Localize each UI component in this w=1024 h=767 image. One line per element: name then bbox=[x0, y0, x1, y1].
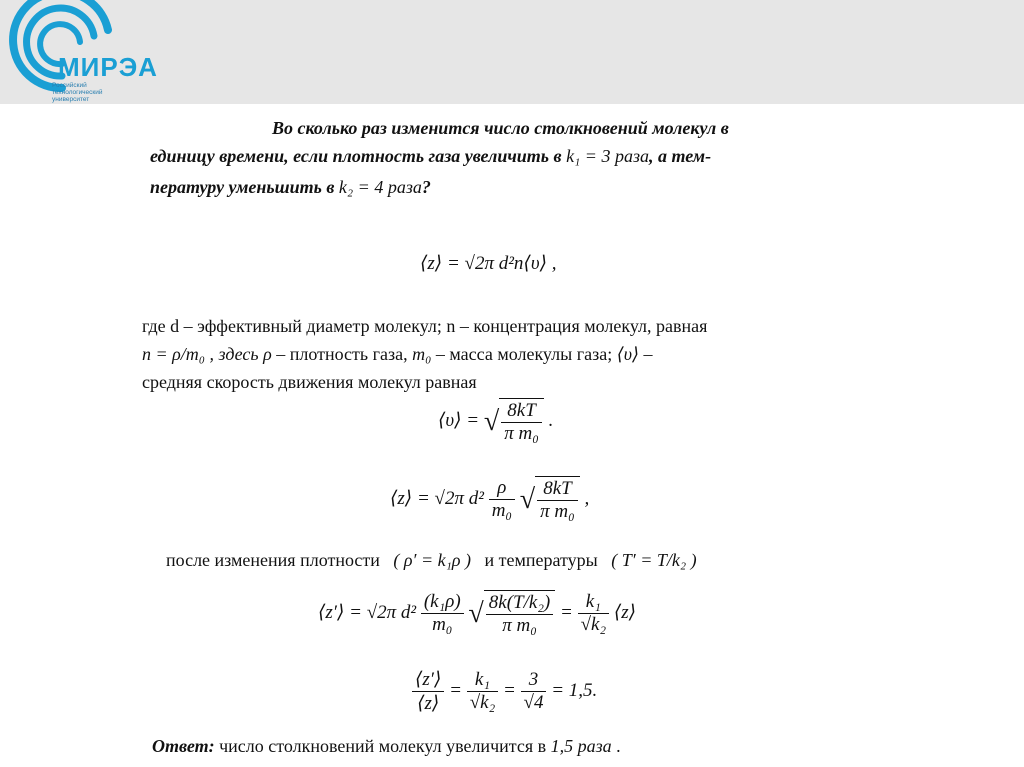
sqrt: √ $\frac{8kT}{\text{π m₀}}$ bbox=[484, 398, 544, 445]
explanation-symbol: ρ bbox=[263, 344, 272, 364]
fraction-numerator: 8k(T/k₂) bbox=[486, 592, 553, 615]
problem-line-2 bbox=[150, 146, 711, 167]
fraction-denominator: π m₀ bbox=[502, 615, 537, 636]
fraction-denominator: m₀ bbox=[491, 500, 513, 521]
problem-text: , а тем- bbox=[648, 146, 712, 166]
fraction bbox=[489, 477, 515, 522]
formula-equals: = bbox=[560, 601, 573, 623]
fraction-numerator: ⟨z′⟩ bbox=[412, 668, 444, 692]
fraction-denominator: √k₂ bbox=[469, 692, 496, 713]
formula-equals: = bbox=[449, 679, 462, 701]
fraction-numerator: k₁ bbox=[467, 669, 498, 692]
problem-k1: k₁ = 3 раза bbox=[566, 146, 649, 166]
fraction-denominator: ⟨z⟩ bbox=[417, 693, 440, 714]
problem-line-3 bbox=[150, 177, 431, 198]
sqrt: √ $\frac{\text{8k(T/k₂)}}{\text{π m₀}}$ bbox=[468, 590, 555, 637]
fraction bbox=[578, 591, 609, 636]
explanation-symbol: m₀ bbox=[412, 344, 432, 364]
logo-subtitle bbox=[52, 82, 142, 103]
problem-text: единицу времени, если плотность газа увеличить в bbox=[150, 146, 562, 166]
explanation-text: – bbox=[639, 344, 653, 364]
explanation-line-3: средняя скорость движения молекул равная bbox=[142, 372, 477, 392]
sqrt: √ $\frac{8kT}{\text{π m₀}}$ bbox=[520, 476, 580, 523]
formula-result: = 1,5. bbox=[551, 679, 598, 701]
logo-title: МИРЭА bbox=[58, 52, 158, 82]
mirea-logo bbox=[0, 0, 170, 110]
fraction-denominator: π m₀ bbox=[504, 423, 539, 444]
answer-end: . bbox=[611, 736, 621, 756]
after-change-line bbox=[166, 550, 697, 571]
logo-subtitle-line: университет bbox=[52, 96, 90, 103]
fraction-numerator: 8kT bbox=[501, 400, 542, 423]
explanation-line-1: где d – эффективный диаметр молекул; n – концентрация молекул, равная bbox=[142, 316, 708, 336]
formula-collision-expanded bbox=[390, 476, 589, 523]
after-change-text: после изменения плотности bbox=[166, 550, 380, 570]
after-change-temperature: ( T′ = T/k₂ ) bbox=[611, 550, 697, 570]
after-change-text: и температуры bbox=[484, 550, 598, 570]
formula-lhs: ⟨υ⟩ = bbox=[438, 409, 480, 431]
fraction-numerator: k₁ bbox=[578, 591, 609, 614]
answer-line bbox=[152, 736, 621, 757]
fraction-denominator: m₀ bbox=[432, 614, 453, 635]
logo-subtitle-line: технологический bbox=[52, 89, 103, 96]
formula-tail: . bbox=[548, 409, 554, 431]
answer-label: Ответ: bbox=[152, 736, 215, 756]
formula-collision-new bbox=[318, 590, 636, 637]
formula-lhs: ⟨z⟩ = √2π d² bbox=[390, 487, 484, 509]
explanation-symbol: ⟨υ⟩ bbox=[616, 344, 640, 364]
problem-k2: k₂ = 4 раза bbox=[338, 177, 422, 197]
formula-ratio bbox=[412, 668, 597, 715]
after-change-density: ( ρ′ = k₁ρ ) bbox=[393, 550, 471, 570]
problem-line-1: Во сколько раз изменится число столкновений молекул в bbox=[272, 118, 729, 138]
answer-value: 1,5 раза bbox=[550, 736, 612, 756]
problem-text: ? bbox=[421, 177, 431, 197]
fraction bbox=[421, 591, 464, 636]
fraction-denominator: π m₀ bbox=[540, 501, 575, 522]
fraction-numerator: 3 bbox=[521, 669, 547, 692]
explanation-text: – плотность газа, bbox=[271, 344, 408, 364]
fraction-numerator: 8kT bbox=[537, 478, 578, 501]
formula-tail: ⟨z⟩ bbox=[613, 601, 637, 623]
fraction bbox=[467, 669, 498, 714]
logo-subtitle-line: Российский bbox=[52, 82, 87, 89]
fraction-denominator: √k₂ bbox=[580, 614, 607, 635]
fraction-numerator: ρ bbox=[489, 477, 515, 500]
explanation-text: – масса молекулы газа; bbox=[431, 344, 613, 364]
fraction bbox=[412, 668, 444, 715]
explanation-text: n = ρ/m₀ , здесь bbox=[142, 344, 259, 364]
explanation-line-2 bbox=[142, 344, 653, 365]
problem-text: пературу уменьшить в bbox=[150, 177, 335, 197]
formula-equals: = bbox=[502, 679, 516, 701]
answer-text: число столкновений молекул увеличится в bbox=[214, 736, 551, 756]
formula-lhs: ⟨z′⟩ = √2π d² bbox=[318, 601, 417, 623]
fraction bbox=[521, 669, 547, 714]
formula-mean-speed bbox=[438, 398, 553, 445]
formula-collision-rate: ⟨z⟩ = √2π d²n⟨υ⟩ , bbox=[420, 253, 557, 274]
fraction-numerator: (k₁ρ) bbox=[421, 591, 464, 614]
fraction-denominator: √4 bbox=[523, 692, 544, 713]
formula-tail: , bbox=[584, 487, 590, 509]
